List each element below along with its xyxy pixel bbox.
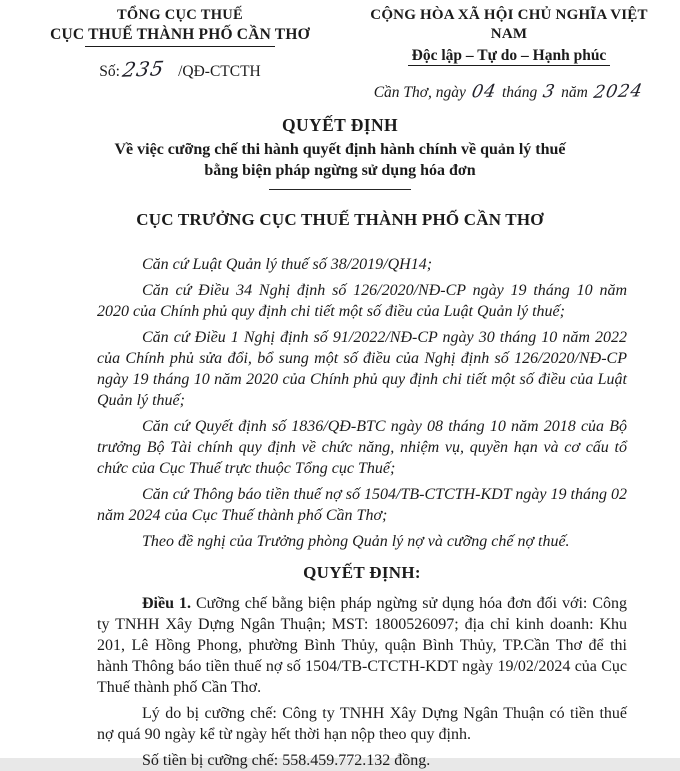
document-subtitle-line2: bằng biện pháp ngừng sử dụng hóa đơn [204, 162, 476, 179]
agency-name: CỤC THUẾ THÀNH PHỐ CẦN THƠ [50, 26, 310, 43]
place-date-line [360, 81, 658, 105]
parent-agency-name: TỔNG CỤC THUẾ [116, 7, 244, 23]
document-number-line [0, 56, 360, 84]
date-prefix: Cần Thơ, ngày [373, 84, 466, 101]
date-day-handwritten: 04 [469, 81, 498, 103]
document-title: QUYẾT ĐỊNH [282, 115, 398, 135]
date-month-label: tháng [501, 84, 538, 101]
date-month-handwritten: 3 [541, 81, 558, 103]
legal-preamble [97, 254, 627, 552]
preamble-paragraph: Căn cứ Điều 34 Nghị định số 126/2020/NĐ-CP ngày 19 tháng 10 năm 2020 của Chính phủ quy định chi tiết một số điều của Luật Quản lý thuế; [97, 282, 627, 320]
document-body [0, 254, 680, 771]
national-header-block [360, 6, 680, 105]
title-divider [269, 189, 411, 190]
title-block [0, 114, 680, 231]
preamble-paragraph: Căn cứ Luật Quản lý thuế số 38/2019/QH14; [142, 256, 433, 273]
national-motto-text: Độc lập – Tự do – Hạnh phúc [408, 47, 611, 66]
issuing-agency-block [0, 6, 360, 84]
preamble-paragraph: Căn cứ Thông báo tiền thuế nợ số 1504/TB-CTCTH-KDT ngày 19 tháng 02 năm 2024 của Cục Thuế thành phố Cần Thơ; [97, 486, 627, 524]
preamble-paragraph: Theo đề nghị của Trưởng phòng Quản lý nợ và cưỡng chế nợ thuế. [142, 533, 570, 550]
enforcement-reason-paragraph: Lý do bị cưỡng chế: Công ty TNHH Xây Dựng Ngân Thuận có tiền thuế nợ quá 90 ngày kể từ ngày hết thời hạn nộp theo quy định. [97, 705, 627, 743]
date-year-handwritten: 2024 [591, 81, 645, 103]
article-1-text: Cưỡng chế bằng biện pháp ngừng sử dụng hóa đơn đối với: Công ty TNHH Xây Dựng Ngân Thuận; MST: 1800526097; địa chỉ kinh doanh: Khu 201, Lê Hồng Phong, phường Bình Thủy, quận Bình Thủy, TP.Cần Thơ để thi hành Thông báo tiền thuế nợ số 1504/TB-CTCTH-KDT ngày 19/02/2024 của Cục Thuế thành phố Cần Thơ. [97, 595, 628, 696]
article-1-paragraph [97, 593, 627, 698]
preamble-paragraph: Căn cứ Quyết định số 1836/QĐ-BTC ngày 08 tháng 10 năm 2018 của Bộ trưởng Bộ Tài chính quy định về chức năng, nhiệm vụ, quyền hạn và cơ cấu tổ chức của Cục Thuế trực thuộc Tổng cục Thuế; [97, 418, 627, 477]
agency-underline [85, 46, 275, 47]
national-title: CỘNG HÒA XÃ HỘI CHỦ NGHĨA VIỆT NAM [370, 7, 648, 42]
national-motto [360, 46, 658, 66]
article-1-label: Điều 1. [142, 595, 191, 612]
document-subtitle-line1: Về việc cưỡng chế thi hành quyết định hành chính về quản lý thuế [114, 141, 566, 158]
enforcement-amount-paragraph: Số tiền bị cưỡng chế: 558.459.772.132 đồng. [142, 752, 431, 769]
document-header [0, 6, 680, 105]
document-number-label: Số: [99, 63, 120, 80]
date-year-label: năm [561, 84, 588, 101]
issuing-authority-title: CỤC TRƯỞNG CỤC THUẾ THÀNH PHỐ CẦN THƠ [136, 210, 544, 229]
document-number-handwritten: 235 [120, 56, 167, 82]
document-number-suffix: /QĐ-CTCTH [178, 63, 261, 80]
preamble-paragraph: Căn cứ Điều 1 Nghị định số 91/2022/NĐ-CP ngày 30 tháng 10 năm 2022 của Chính phủ sửa đổi, bổ sung một số điều của Nghị định số 126/2020/NĐ-CP ngày 19 tháng 10 năm 2020 của Chính phủ quy định chi tiết một số điều của Luật Quản lý thuế; [97, 329, 627, 409]
decision-heading: QUYẾT ĐỊNH: [303, 563, 421, 582]
